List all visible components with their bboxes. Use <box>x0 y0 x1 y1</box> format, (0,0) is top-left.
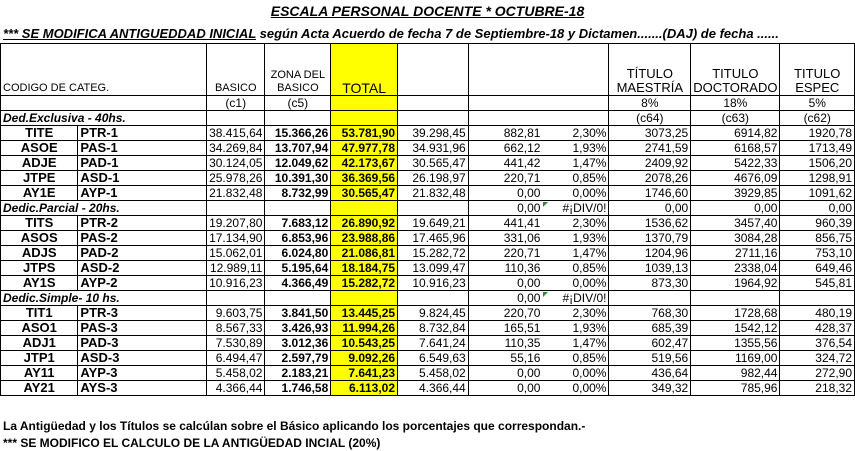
cell-zona[interactable]: 6.853,96 <box>265 231 331 246</box>
cell-zona[interactable]: 3.841,50 <box>265 306 331 321</box>
cell-espec[interactable]: 376,54 <box>780 336 855 351</box>
cell-total[interactable]: 10.543,25 <box>331 336 398 351</box>
cell-zona[interactable]: 13.707,94 <box>265 141 331 156</box>
cell-total-empty[interactable] <box>331 201 398 216</box>
subtitle-detail: según Acta Acuerdo de fecha 7 de Septiembre-18 y Dictamen.......(DAJ) de fecha ...... <box>256 26 779 41</box>
cell-zona[interactable]: 2.183,21 <box>265 366 331 381</box>
cell-espec[interactable]: 218,32 <box>780 381 855 396</box>
cell-h[interactable]: 662,12 <box>468 141 542 156</box>
cell-total[interactable]: 15.282,72 <box>331 276 398 291</box>
cell-basico[interactable]: 12.989,11 <box>207 261 265 276</box>
sheet-title: ESCALA PERSONAL DOCENTE * OCTUBRE-18 <box>270 3 585 19</box>
cell-h[interactable]: 0,00 <box>468 381 542 396</box>
cell-g[interactable]: 6.549,63 <box>398 351 469 366</box>
cell-basico[interactable]: 21.832,48 <box>207 186 265 201</box>
cell-h[interactable]: 110,36 <box>468 261 542 276</box>
cell-total[interactable]: 47.977,78 <box>331 141 398 156</box>
cell-category[interactable]: ASD-1 <box>78 171 207 186</box>
cell-basico[interactable]: 25.978,26 <box>207 171 265 186</box>
cell-zona[interactable]: 3.426,93 <box>265 321 331 336</box>
header-row <box>1 44 855 96</box>
header-empty-g[interactable] <box>398 44 469 96</box>
cell-empty[interactable] <box>398 111 469 126</box>
cell-espec[interactable]: 324,72 <box>780 351 855 366</box>
cell-h[interactable]: 220,71 <box>468 246 542 261</box>
cell-basico[interactable]: 17.134,90 <box>207 231 265 246</box>
header-maestria[interactable]: TÍTULO MAESTRÍA <box>609 44 691 96</box>
header-empty-pct[interactable] <box>542 44 609 96</box>
cell-espec[interactable]: 649,46 <box>780 261 855 276</box>
cell-doctorado[interactable]: 982,44 <box>691 366 780 381</box>
cell-zona[interactable]: 12.049,62 <box>265 156 331 171</box>
cell-pct[interactable]: 2,30% <box>542 126 609 141</box>
cell-doctorado[interactable]: 2338,04 <box>691 261 780 276</box>
cell-zona[interactable]: 7.683,12 <box>265 216 331 231</box>
cell-total[interactable]: 18.184,75 <box>331 261 398 276</box>
table-row <box>1 216 855 231</box>
cell-doctorado[interactable]: 3929,85 <box>691 186 780 201</box>
cell-pct[interactable]: 0,00% <box>542 186 609 201</box>
subtitle-notice: *** SE MODIFICA ANTIGUEDDAD INICIAL <box>3 26 257 41</box>
table-row <box>1 366 855 381</box>
cell-h[interactable]: 0,00 <box>468 276 542 291</box>
cell-basico[interactable]: 38.415,64 <box>207 126 265 141</box>
cell-doctorado[interactable]: 1355,56 <box>691 336 780 351</box>
cell-zona[interactable]: 5.195,64 <box>265 261 331 276</box>
cell-h[interactable]: 441,41 <box>468 216 542 231</box>
cell-total[interactable]: 21.086,81 <box>331 246 398 261</box>
cell-total[interactable]: 23.988,86 <box>331 231 398 246</box>
header-total[interactable]: TOTAL <box>331 44 398 96</box>
cell-total[interactable]: 6.113,02 <box>331 381 398 396</box>
section-header-row <box>1 201 855 216</box>
section-pct-error[interactable]: #¡DIV/0! <box>542 291 609 306</box>
cell-category[interactable]: PAD-3 <box>78 336 207 351</box>
cell-maestria[interactable]: 873,30 <box>609 276 691 291</box>
cell-empty[interactable] <box>1 96 207 111</box>
header-c63[interactable]: (c63) <box>691 111 780 126</box>
cell-empty[interactable] <box>265 111 331 126</box>
cell-maestria[interactable]: 2741,59 <box>609 141 691 156</box>
cell-pct[interactable]: 2,30% <box>542 216 609 231</box>
header-c1[interactable]: (c1) <box>207 96 265 111</box>
section-header-row <box>1 111 855 126</box>
cell-maestria[interactable]: 685,39 <box>609 321 691 336</box>
cell-pct[interactable]: 0,00% <box>542 276 609 291</box>
table-row <box>1 261 855 276</box>
cell-espec[interactable]: 1091,62 <box>780 186 855 201</box>
cell-pct[interactable]: 1,47% <box>542 156 609 171</box>
table-row <box>1 246 855 261</box>
cell-pct[interactable]: 2,30% <box>542 306 609 321</box>
cell-zona[interactable]: 6.024,80 <box>265 246 331 261</box>
table-row <box>1 381 855 396</box>
header-zona[interactable]: ZONA DEL BASICO <box>265 44 331 96</box>
cell-code[interactable]: JTPS <box>1 261 78 276</box>
section-espec[interactable]: 0,00 <box>780 201 855 216</box>
cell-espec[interactable]: 480,19 <box>780 306 855 321</box>
cell-empty[interactable] <box>398 291 469 306</box>
cell-empty[interactable] <box>398 96 469 111</box>
cell-doctorado[interactable]: 6914,82 <box>691 126 780 141</box>
cell-espec[interactable]: 1506,20 <box>780 156 855 171</box>
cell-total[interactable]: 36.369,56 <box>331 171 398 186</box>
cell-g[interactable]: 34.931,96 <box>398 141 469 156</box>
cell-doctorado[interactable]: 2711,16 <box>691 246 780 261</box>
header-codigo[interactable]: CODIGO DE CATEG. <box>1 44 207 96</box>
cell-pct[interactable]: 0,85% <box>542 171 609 186</box>
cell-maestria[interactable]: 3073,25 <box>609 126 691 141</box>
cell-category[interactable]: PTR-1 <box>78 126 207 141</box>
cell-code[interactable]: JTP1 <box>1 351 78 366</box>
cell-total-empty[interactable] <box>331 111 398 126</box>
cell-pct[interactable]: 0,00% <box>542 381 609 396</box>
cell-code[interactable]: TIT1 <box>1 306 78 321</box>
cell-code[interactable]: ASOE <box>1 141 78 156</box>
cell-code[interactable]: ADJS <box>1 246 78 261</box>
cell-maestria[interactable]: 768,30 <box>609 306 691 321</box>
cell-category[interactable]: AYS-3 <box>78 381 207 396</box>
cell-category[interactable]: ASD-3 <box>78 351 207 366</box>
cell-espec[interactable]: 545,81 <box>780 276 855 291</box>
cell-pct[interactable]: 1,93% <box>542 321 609 336</box>
cell-basico[interactable]: 9.603,75 <box>207 306 265 321</box>
cell-maestria[interactable]: 1536,62 <box>609 216 691 231</box>
header-doctorado[interactable]: TITULO DOCTORADO <box>691 44 780 96</box>
cell-g[interactable]: 17.465,96 <box>398 231 469 246</box>
pct-maestria[interactable]: 8% <box>609 96 691 111</box>
cell-category[interactable]: PAS-2 <box>78 231 207 246</box>
footer-note-2: *** SE MODIFICO EL CALCULO DE LA ANTIGÜEDAD INCIAL (20%) <box>3 436 381 450</box>
cell-code[interactable]: JTPE <box>1 171 78 186</box>
cell-total[interactable]: 26.890,92 <box>331 216 398 231</box>
cell-maestria[interactable]: 436,64 <box>609 366 691 381</box>
cell-category[interactable]: PAS-1 <box>78 141 207 156</box>
cell-category[interactable]: AYP-1 <box>78 186 207 201</box>
cell-h[interactable]: 55,16 <box>468 351 542 366</box>
cell-code[interactable]: AY1S <box>1 276 78 291</box>
pct-doctorado[interactable]: 18% <box>691 96 780 111</box>
cell-h[interactable]: 882,81 <box>468 126 542 141</box>
cell-zona[interactable]: 3.012,36 <box>265 336 331 351</box>
cell-empty[interactable] <box>207 111 265 126</box>
cell-h[interactable]: 441,42 <box>468 156 542 171</box>
header-c5[interactable]: (c5) <box>265 96 331 111</box>
cell-zona[interactable]: 4.366,49 <box>265 276 331 291</box>
table-row <box>1 156 855 171</box>
cell-category[interactable]: PTR-3 <box>78 306 207 321</box>
table-row <box>1 141 855 156</box>
cell-doctorado[interactable]: 1542,12 <box>691 321 780 336</box>
cell-g[interactable]: 13.099,47 <box>398 261 469 276</box>
cell-maestria[interactable]: 1746,60 <box>609 186 691 201</box>
section-h-value[interactable]: 0,00 <box>468 201 542 216</box>
cell-total[interactable]: 11.994,26 <box>331 321 398 336</box>
cell-code[interactable]: AY1E <box>1 186 78 201</box>
cell-maestria[interactable]: 1204,96 <box>609 246 691 261</box>
cell-code[interactable]: TITS <box>1 216 78 231</box>
cell-espec[interactable]: 856,75 <box>780 231 855 246</box>
cell-basico[interactable]: 8.567,33 <box>207 321 265 336</box>
cell-doctorado[interactable]: 785,96 <box>691 381 780 396</box>
cell-h[interactable]: 110,35 <box>468 336 542 351</box>
section-doctorado[interactable] <box>691 291 780 306</box>
section-h-value[interactable]: 0,00 <box>468 291 542 306</box>
cell-espec[interactable]: 428,37 <box>780 321 855 336</box>
cell-maestria[interactable]: 2409,92 <box>609 156 691 171</box>
cell-doctorado[interactable]: 1169,00 <box>691 351 780 366</box>
cell-empty[interactable] <box>468 111 542 126</box>
table-body <box>1 44 855 396</box>
cell-category[interactable]: PTR-2 <box>78 216 207 231</box>
cell-category[interactable]: ASD-2 <box>78 261 207 276</box>
cell-code[interactable]: AY11 <box>1 366 78 381</box>
section-pct-error[interactable]: #¡DIV/0! <box>542 201 609 216</box>
cell-pct[interactable]: 1,93% <box>542 231 609 246</box>
cell-code[interactable]: ASOS <box>1 231 78 246</box>
cell-empty[interactable] <box>542 96 609 111</box>
footer-note-1: La Antigüedad y los Títulos se calcúlan sobre el Básico aplicando los porcentajes que correspondan.- <box>3 419 586 433</box>
cell-category[interactable]: PAD-1 <box>78 156 207 171</box>
cell-basico[interactable]: 5.458,02 <box>207 366 265 381</box>
cell-maestria[interactable]: 1370,79 <box>609 231 691 246</box>
section-maestria[interactable]: 0,00 <box>609 201 691 216</box>
table-row <box>1 231 855 246</box>
section-label[interactable]: Dedic.Parcial - 20hs. <box>1 201 207 216</box>
cell-total[interactable]: 13.445,25 <box>331 306 398 321</box>
cell-code[interactable]: TITE <box>1 126 78 141</box>
cell-espec[interactable]: 1920,78 <box>780 126 855 141</box>
cell-pct[interactable]: 1,47% <box>542 246 609 261</box>
cell-maestria[interactable]: 519,56 <box>609 351 691 366</box>
cell-maestria[interactable]: 1039,13 <box>609 261 691 276</box>
header-codes-row <box>1 96 855 111</box>
cell-pct[interactable]: 1,93% <box>542 141 609 156</box>
cell-h[interactable]: 0,00 <box>468 186 542 201</box>
cell-espec[interactable]: 272,90 <box>780 366 855 381</box>
table-row <box>1 306 855 321</box>
cell-pct[interactable]: 0,00% <box>542 366 609 381</box>
cell-g[interactable]: 9.824,45 <box>398 306 469 321</box>
sheet-subtitle <box>3 26 779 41</box>
cell-total[interactable]: 7.641,23 <box>331 366 398 381</box>
cell-zona[interactable]: 10.391,30 <box>265 171 331 186</box>
cell-g[interactable]: 21.832,48 <box>398 186 469 201</box>
section-label[interactable]: Dedic.Simple- 10 hs. <box>1 291 207 306</box>
cell-basico[interactable]: 34.269,84 <box>207 141 265 156</box>
cell-total[interactable]: 9.092,26 <box>331 351 398 366</box>
cell-g[interactable]: 8.732,84 <box>398 321 469 336</box>
cell-total[interactable]: 53.781,90 <box>331 126 398 141</box>
cell-empty[interactable] <box>468 96 542 111</box>
cell-h[interactable]: 331,06 <box>468 231 542 246</box>
cell-doctorado[interactable]: 3084,28 <box>691 231 780 246</box>
cell-code[interactable]: AY21 <box>1 381 78 396</box>
cell-g[interactable]: 10.916,23 <box>398 276 469 291</box>
cell-category[interactable]: PAS-3 <box>78 321 207 336</box>
section-maestria[interactable] <box>609 291 691 306</box>
cell-espec[interactable]: 753,10 <box>780 246 855 261</box>
cell-h[interactable]: 165,51 <box>468 321 542 336</box>
cell-zona[interactable]: 1.746,58 <box>265 381 331 396</box>
table-row <box>1 171 855 186</box>
cell-basico[interactable]: 30.124,05 <box>207 156 265 171</box>
section-header-row <box>1 291 855 306</box>
cell-espec[interactable]: 1298,91 <box>780 171 855 186</box>
cell-doctorado[interactable]: 1728,68 <box>691 306 780 321</box>
cell-doctorado[interactable]: 3457,40 <box>691 216 780 231</box>
cell-total-empty[interactable] <box>331 291 398 306</box>
cell-category[interactable]: PAD-2 <box>78 246 207 261</box>
table-row <box>1 321 855 336</box>
cell-g[interactable]: 5.458,02 <box>398 366 469 381</box>
cell-g[interactable]: 39.298,45 <box>398 126 469 141</box>
cell-g[interactable]: 15.282,72 <box>398 246 469 261</box>
header-espec[interactable]: TITULO ESPEC <box>780 44 855 96</box>
cell-empty[interactable] <box>398 201 469 216</box>
cell-doctorado[interactable]: 5422,33 <box>691 156 780 171</box>
cell-maestria[interactable]: 602,47 <box>609 336 691 351</box>
cell-basico[interactable]: 7.530,89 <box>207 336 265 351</box>
cell-category[interactable]: AYP-3 <box>78 366 207 381</box>
cell-g[interactable]: 7.641,24 <box>398 336 469 351</box>
cell-maestria[interactable]: 2078,26 <box>609 171 691 186</box>
table-row <box>1 276 855 291</box>
cell-empty[interactable] <box>265 291 331 306</box>
section-doctorado[interactable]: 0,00 <box>691 201 780 216</box>
table-row <box>1 336 855 351</box>
cell-zona[interactable]: 15.366,26 <box>265 126 331 141</box>
salary-table <box>0 43 855 396</box>
section-espec[interactable] <box>780 291 855 306</box>
header-empty-h[interactable] <box>468 44 542 96</box>
cell-g[interactable]: 4.366,44 <box>398 381 469 396</box>
header-basico[interactable]: BASICO <box>207 44 265 96</box>
cell-g[interactable]: 30.565,47 <box>398 156 469 171</box>
cell-pct[interactable]: 0,85% <box>542 261 609 276</box>
cell-espec[interactable]: 960,39 <box>780 216 855 231</box>
cell-espec[interactable]: 1713,49 <box>780 141 855 156</box>
cell-empty[interactable] <box>207 291 265 306</box>
cell-total-empty[interactable] <box>331 96 398 111</box>
header-c62[interactable]: (c62) <box>780 111 855 126</box>
cell-total[interactable]: 30.565,47 <box>331 186 398 201</box>
cell-h[interactable]: 0,00 <box>468 366 542 381</box>
cell-total[interactable]: 42.173,67 <box>331 156 398 171</box>
table-row <box>1 186 855 201</box>
table-row <box>1 351 855 366</box>
cell-zona[interactable]: 2.597,79 <box>265 351 331 366</box>
cell-maestria[interactable]: 349,32 <box>609 381 691 396</box>
cell-g[interactable]: 19.649,21 <box>398 216 469 231</box>
section-label[interactable]: Ded.Exclusiva - 40hs. <box>1 111 207 126</box>
cell-doctorado[interactable]: 4676,09 <box>691 171 780 186</box>
cell-h[interactable]: 220,71 <box>468 171 542 186</box>
cell-category[interactable]: AYP-2 <box>78 276 207 291</box>
cell-basico[interactable]: 15.062,01 <box>207 246 265 261</box>
cell-basico[interactable]: 10.916,23 <box>207 276 265 291</box>
cell-g[interactable]: 26.198,97 <box>398 171 469 186</box>
cell-empty[interactable] <box>207 201 265 216</box>
cell-code[interactable]: ASO1 <box>1 321 78 336</box>
cell-zona[interactable]: 8.732,99 <box>265 186 331 201</box>
cell-doctorado[interactable]: 6168,57 <box>691 141 780 156</box>
cell-h[interactable]: 220,70 <box>468 306 542 321</box>
cell-empty[interactable] <box>265 201 331 216</box>
cell-empty[interactable] <box>542 111 609 126</box>
cell-pct[interactable]: 0,85% <box>542 351 609 366</box>
cell-code[interactable]: ADJE <box>1 156 78 171</box>
header-c64[interactable]: (c64) <box>609 111 691 126</box>
cell-code[interactable]: ADJ1 <box>1 336 78 351</box>
table-row <box>1 126 855 141</box>
cell-basico[interactable]: 4.366,44 <box>207 381 265 396</box>
cell-basico[interactable]: 19.207,80 <box>207 216 265 231</box>
cell-basico[interactable]: 6.494,47 <box>207 351 265 366</box>
cell-doctorado[interactable]: 1964,92 <box>691 276 780 291</box>
pct-espec[interactable]: 5% <box>780 96 855 111</box>
cell-pct[interactable]: 1,47% <box>542 336 609 351</box>
